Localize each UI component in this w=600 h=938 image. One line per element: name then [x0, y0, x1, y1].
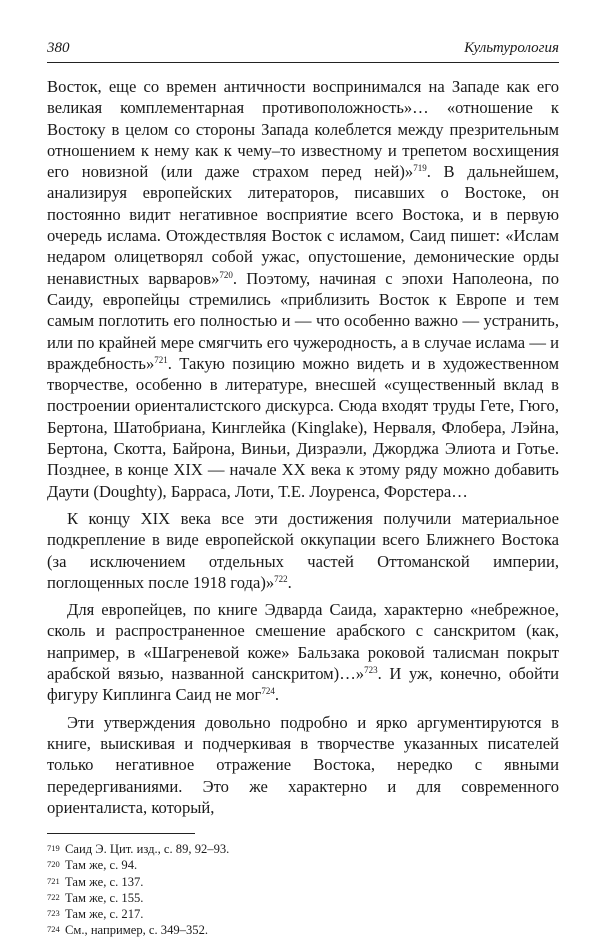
footnote-number: 720	[47, 859, 60, 870]
footnote	[47, 874, 559, 890]
paragraph-2	[47, 508, 559, 593]
footnotes	[47, 841, 559, 938]
footnote-text: Там же, с. 155.	[65, 890, 144, 905]
footnote-text: Там же, с. 94.	[65, 858, 138, 873]
footnote-text: Там же, с. 217.	[65, 906, 144, 921]
paragraph-text: Для европейцев, по книге Эдварда Саида, характерно «небрежное, сколь и распространенное смешение арабского с санскритом (как, например, в «Шагреневой коже» Бальзака роковой талисман покрыт арабской вязью, названной санскритом)…»	[47, 600, 559, 684]
footnote-number: 721	[47, 875, 60, 886]
paragraph-3	[47, 599, 559, 705]
footnote-text: Саид Э. Цит. изд., с. 89, 92–93.	[65, 842, 230, 857]
page-number: 380	[47, 40, 70, 56]
footnote-text: Там же, с. 137.	[65, 874, 144, 889]
footnote-divider	[47, 833, 195, 834]
paragraph-text: Восток, еще со времен античности воспринимался на Западе как его великая комплементарная противоположность»… «отношение к Востоку в целом со стороны Запада колеблется между презрительным отношением к нему как к чему–то известному и трепетом восхищения его новизной (или даже страхом перед ней)»	[47, 77, 559, 182]
running-header	[47, 38, 559, 63]
footnote-ref-719: 719	[413, 163, 427, 174]
footnote-ref-720: 720	[219, 269, 233, 280]
book-page	[47, 38, 559, 938]
footnote-ref-721: 721	[154, 354, 168, 365]
paragraph-text: . Такую позицию можно видеть и в художественном творчестве, особенно в литературе, внесшей «существенный вклад в построении ориенталистского дискурса. Сюда входят труды Гете, Гюго, Бертона, Шатобриана, Кинглейка (Kinglake), Нерваля, Флобера, Лэйна, Бертона, Скотта, Байрона, Виньи, Дизраэли, Джорджа Элиота и Готье. Позднее, в конце XIX — начале XX века к этому ряду можно добавить Даути (Doughty), Барраса, Лоти, Т.Е. Лоуренса, Форстера…	[47, 353, 559, 501]
paragraph-4	[47, 712, 559, 818]
footnote-number: 724	[47, 924, 60, 935]
paragraph-text: Эти утверждения довольно подробно и ярко аргументируются в книге, выискивая и подчеркивая в творчестве указанных писателей только негативное отражение Востока, нередко с явными передергиваниями. Это же характерно и для современного ориенталиста, который,	[47, 712, 559, 817]
footnote	[47, 857, 559, 873]
footnote-ref-722: 722	[274, 573, 288, 584]
paragraph-text: . Поэтому, начиная с эпохи Наполеона, по Саиду, европейцы стремились «приблизить Восток к Европе и тем самым поглотить его полностью и — что особенно важно — устранить, или по крайней мере смягчить его чужеродность, а в случае ислама — и враждебность»	[47, 268, 559, 373]
section-title: Культурология	[464, 40, 559, 56]
footnote	[47, 906, 559, 922]
paragraph-text: . И уж, конечно, обойти фигуру Киплинга Саид не мог	[47, 664, 559, 705]
footnote-number: 723	[47, 907, 60, 918]
footnote-number: 719	[47, 843, 60, 854]
footnote-text: См., например, с. 349–352.	[65, 923, 209, 938]
footnote-ref-723: 723	[364, 665, 378, 676]
footnote	[47, 890, 559, 906]
paragraph-text: .	[274, 685, 280, 705]
paragraph-text: К концу XIX века все эти достижения получили материальное подкрепление в виде европейской оккупации всего Ближнего Востока (за исключением отдельных частей Оттоманской империи, поглощенных после 1918 года)»	[47, 508, 559, 592]
footnote-ref-724: 724	[261, 686, 275, 697]
paragraph-text: .	[287, 572, 292, 592]
footnote-number: 722	[47, 891, 60, 902]
paragraph-text: . В дальнейшем, анализируя европейских литераторов, писавших о Востоке, он постоянно видит негативное восприятие всего Востока, и в первую очередь ислама. Отождествляя Восток с исламом, Саид пишет: «Ислам недаром олицетворял собой ужас, опустошение, демонические орды ненавистных варваров»	[47, 162, 559, 288]
footnote	[47, 841, 559, 857]
paragraph-1	[47, 76, 559, 502]
footnote	[47, 922, 559, 938]
body-text	[47, 76, 559, 818]
